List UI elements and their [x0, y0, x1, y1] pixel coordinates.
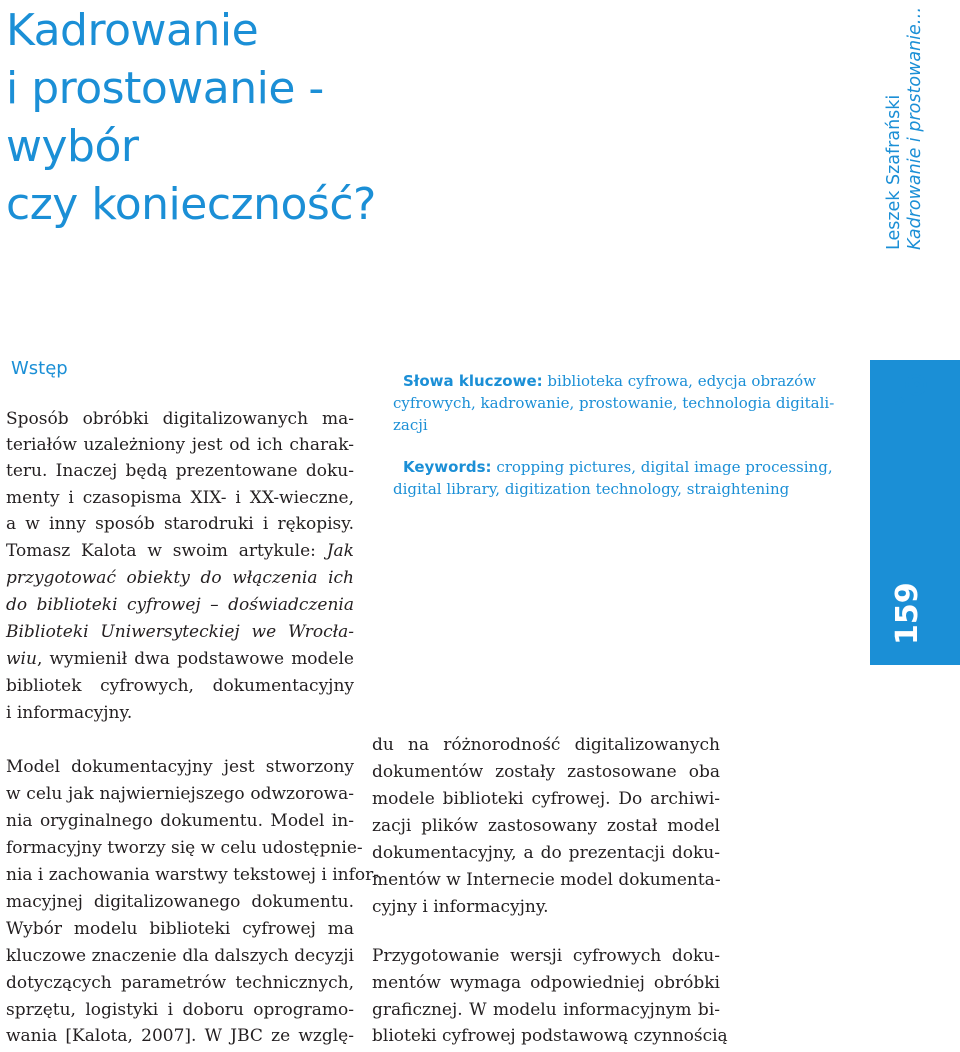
body-line: Przygotowanie wersji cyfrowych doku- [372, 946, 720, 966]
key-icon [886, 372, 930, 412]
body-line: mentów w Internecie model dokumenta- [372, 870, 721, 890]
keywords-pl [393, 370, 863, 436]
body-line: blioteki cyfrowej podstawową czynnością [372, 1026, 728, 1046]
body-line [6, 538, 354, 564]
body-line: dokumentacyjny, a do prezentacji doku- [372, 843, 720, 863]
body-line [6, 619, 354, 645]
keywords-pl-text: biblioteka cyfrowa, edycja obrazów [547, 372, 816, 390]
body-line: Wybór modelu biblioteki cyfrowej ma [6, 919, 354, 939]
running-head-author: Leszek Szafrański [884, 94, 904, 250]
body-line: menty i czasopisma XIX- i XX-wieczne, [6, 488, 354, 508]
body-line: wania [Kalota, 2007]. W JBC ze wzglę- [6, 1026, 354, 1046]
body-line: Model dokumentacyjny jest stworzony [6, 757, 354, 777]
body-line: macyjnej digitalizowanego dokumentu. [6, 892, 354, 912]
keywords-en-text: cropping pictures, digital image processing, [496, 458, 833, 476]
keywords-en-text: digital library, digitization technology, straightening [393, 480, 790, 498]
body-line: mentów wymaga odpowiedniej obróbki [372, 973, 720, 993]
running-head [884, 7, 926, 250]
body-line: dotyczących parametrów technicznych, [6, 973, 354, 993]
keywords-pl-label: Słowa kluczowe: [403, 372, 543, 390]
running-head-subtitle: Kadrowanie i prostowanie… [905, 6, 925, 250]
body-line: du na różnorodność digitalizowanych [372, 735, 720, 755]
keywords-pl-text: cyfrowych, kadrowanie, prostowanie, technologia digitali- [393, 394, 835, 412]
body-line: nia oryginalnego dokumentu. Model in- [6, 811, 354, 831]
body-line: w celu jak najwierniejszego odwzorowa- [6, 784, 354, 804]
body-line: formacyjny tworzy się w celu udostępnie- [6, 838, 363, 858]
body-line: zacji plików zastosowany został model [372, 816, 720, 836]
body-line: kluczowe znaczenie dla dalszych decyzji [6, 946, 354, 966]
keywords-en [393, 456, 863, 500]
section-heading: Wstęp [11, 358, 68, 379]
body-line: dokumentów zostały zastosowane oba [372, 762, 720, 782]
citation-title: Biblioteki Uniwersyteckiej we Wrocła- [6, 622, 354, 642]
body-line: a w inny sposób starodruki i rękopisy. [6, 514, 354, 534]
body-line: teriałów uzależniony jest od ich charak- [6, 435, 354, 455]
body-text: Tomasz Kalota w swoim artykule: [6, 541, 327, 561]
body-line [6, 565, 354, 591]
title-line: wybór [6, 121, 139, 172]
article-title [6, 2, 376, 234]
body-line: modele biblioteki cyfrowej. Do archiwi- [372, 789, 720, 809]
title-line: i prostowanie - [6, 63, 324, 114]
body-line [6, 592, 354, 618]
citation-title: wiu [6, 649, 37, 669]
body-line: sprzętu, logistyki i doboru oprogramo- [6, 1000, 354, 1020]
citation-title: Jak [326, 541, 354, 561]
body-text: , wymienił dwa podstawowe modele [36, 649, 354, 669]
body-line: cyjny i informacyjny. [372, 897, 549, 917]
body-line: graficznej. W modelu informacyjnym bi- [372, 1000, 720, 1020]
body-line: bibliotek cyfrowych, dokumentacyjny [6, 676, 354, 696]
page-number: 159 [890, 582, 925, 645]
title-line: czy konieczność? [6, 179, 376, 230]
keywords-en-label: Keywords: [403, 458, 492, 476]
body-line: teru. Inaczej będą prezentowane doku- [6, 461, 354, 481]
citation-title: do biblioteki cyfrowej – doświadczenia [6, 595, 354, 615]
body-line: Sposób obróbki digitalizowanych ma- [6, 409, 354, 429]
body-line: i informacyjny. [6, 703, 133, 723]
body-line [6, 646, 354, 672]
keywords-pl-text: zacji [393, 416, 428, 434]
citation-title: przygotować obiekty do włączenia ich [6, 568, 354, 588]
body-line: nia i zachowania warstwy tekstowej i infor- [6, 865, 379, 885]
title-line: Kadrowanie [6, 5, 259, 56]
